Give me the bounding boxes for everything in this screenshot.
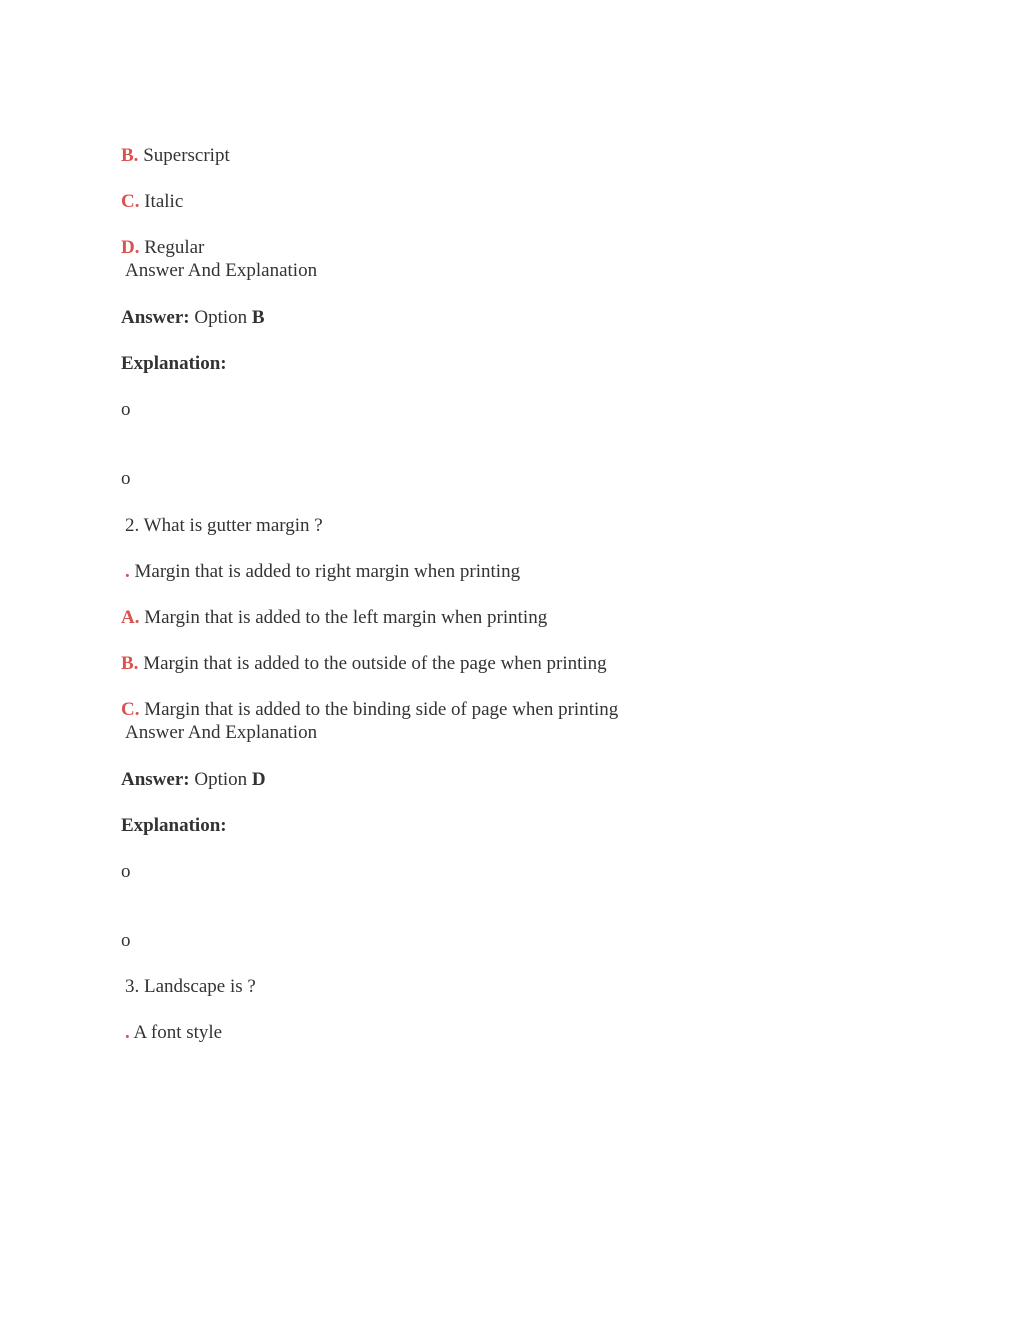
answer-option: D <box>251 769 266 790</box>
q2-bullet-1: o <box>121 861 131 882</box>
option-text: Italic <box>144 191 184 212</box>
q3-question: 3. Landscape is ? <box>125 976 256 997</box>
q2-answer-toggle[interactable]: Answer And Explanation <box>125 722 318 743</box>
option-text: A font style <box>133 1022 223 1043</box>
q1-bullet-1: o <box>121 399 131 420</box>
q1-explanation-label: Explanation: <box>121 353 227 374</box>
q2-question: 2. What is gutter margin ? <box>125 515 323 536</box>
q2-option-c[interactable] <box>121 698 618 722</box>
option-letter: B. <box>121 653 139 674</box>
q1-answer-toggle[interactable]: Answer And Explanation <box>125 260 318 281</box>
option-text: Margin that is added to the left margin when printing <box>144 607 548 628</box>
q3-option-blank[interactable] <box>121 1021 222 1045</box>
q2-option-blank[interactable] <box>121 560 520 584</box>
option-letter: C. <box>121 699 140 720</box>
option-letter: A. <box>121 607 140 628</box>
q1-answer <box>121 306 265 330</box>
q2-answer <box>121 768 266 792</box>
q2-bullet-2: o <box>121 930 131 951</box>
answer-label: Answer: <box>121 307 190 328</box>
option-text: Margin that is added to the binding side of page when printing <box>144 699 619 720</box>
q1-bullet-2: o <box>121 468 131 489</box>
q2-option-b[interactable] <box>121 652 607 676</box>
q2-explanation-label: Explanation: <box>121 815 227 836</box>
q1-option-c[interactable] <box>121 190 183 214</box>
option-text: Margin that is added to the outside of the page when printing <box>143 653 607 674</box>
q1-option-d[interactable] <box>121 236 204 260</box>
option-letter: . <box>125 561 130 582</box>
option-text: Regular <box>144 237 205 258</box>
option-letter: C. <box>121 191 140 212</box>
answer-label: Answer: <box>121 769 190 790</box>
option-letter: B. <box>121 145 139 166</box>
q1-option-b[interactable] <box>121 144 230 168</box>
option-text: Margin that is added to right margin when printing <box>134 561 521 582</box>
option-letter: . <box>125 1022 130 1043</box>
q2-option-a[interactable] <box>121 606 547 630</box>
answer-option: B <box>251 307 265 328</box>
option-letter: D. <box>121 237 140 258</box>
answer-prefix: Option <box>194 769 248 790</box>
answer-prefix: Option <box>194 307 248 328</box>
option-text: Superscript <box>143 145 230 166</box>
